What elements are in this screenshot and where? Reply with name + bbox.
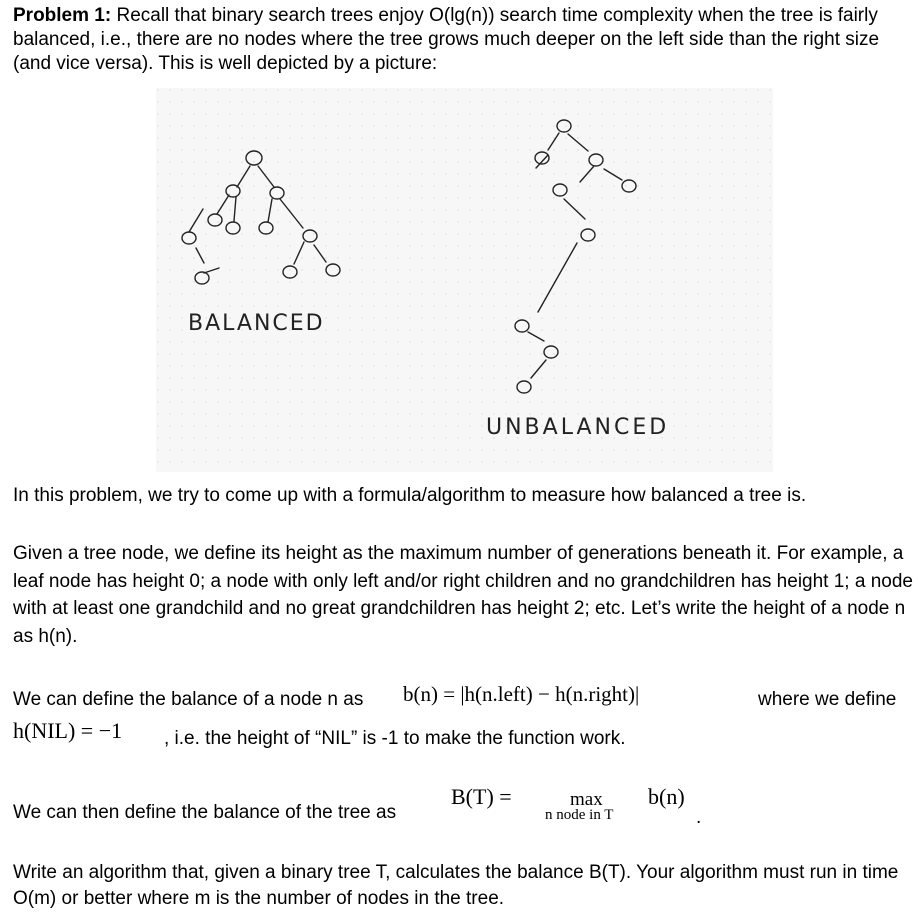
nil-formula: h(NIL) = −1: [13, 718, 123, 743]
problem-intro: Recall that binary search trees enjoy O(lg(n)) search time complexity when the tree is fairly balanced, i.e., there are no nodes where the tree grows much deeper on the left side than the right size (and vice versa). This is well depicted by a picture:: [13, 5, 880, 74]
balanced-label: BALANCED: [188, 311, 325, 336]
tree-figure: [156, 88, 773, 472]
balance-formula: b(n) = |h(n.left) − h(n.right)|: [403, 682, 640, 706]
para-height: Given a tree node, we define its height as the maximum number of generations beneath it. For example, a leaf node has height 0; a node with only left and/or right children and no grandchildren has height 1; a node with at least one grandchild and no great grandchildren has height 2; etc. Let’s write the height of a node n as h(n).: [13, 543, 913, 647]
unbalanced-label: UNBALANCED: [486, 415, 670, 440]
nil-suffix: , i.e. the height of “NIL” is -1 to make the function work.: [164, 728, 626, 749]
problem-statement: [13, 4, 913, 76]
tree-balance-lhs: B(T) =: [451, 784, 512, 809]
tree-balance-period: .: [696, 807, 702, 828]
problem-label: Problem 1:: [13, 5, 112, 26]
tree-drawing: [156, 88, 773, 472]
para-try: In this problem, we try to come up with a formula/algorithm to measure how balanced a tree is.: [13, 485, 807, 506]
max-subscript: n node in T: [545, 807, 614, 823]
tree-balance-rhs: b(n): [648, 784, 685, 809]
tree-balance-prefix: We can then define the balance of the tree as: [13, 802, 397, 823]
balance-def-prefix: We can define the balance of a node n as: [13, 689, 364, 710]
task-statement: Write an algorithm that, given a binary tree T, calculates the balance B(T). Your algorithm must run in time O(m) or better where m is the number of nodes in the tree.: [13, 862, 899, 909]
balance-def-suffix: where we define: [758, 689, 897, 710]
max-operator: max: [570, 789, 603, 810]
